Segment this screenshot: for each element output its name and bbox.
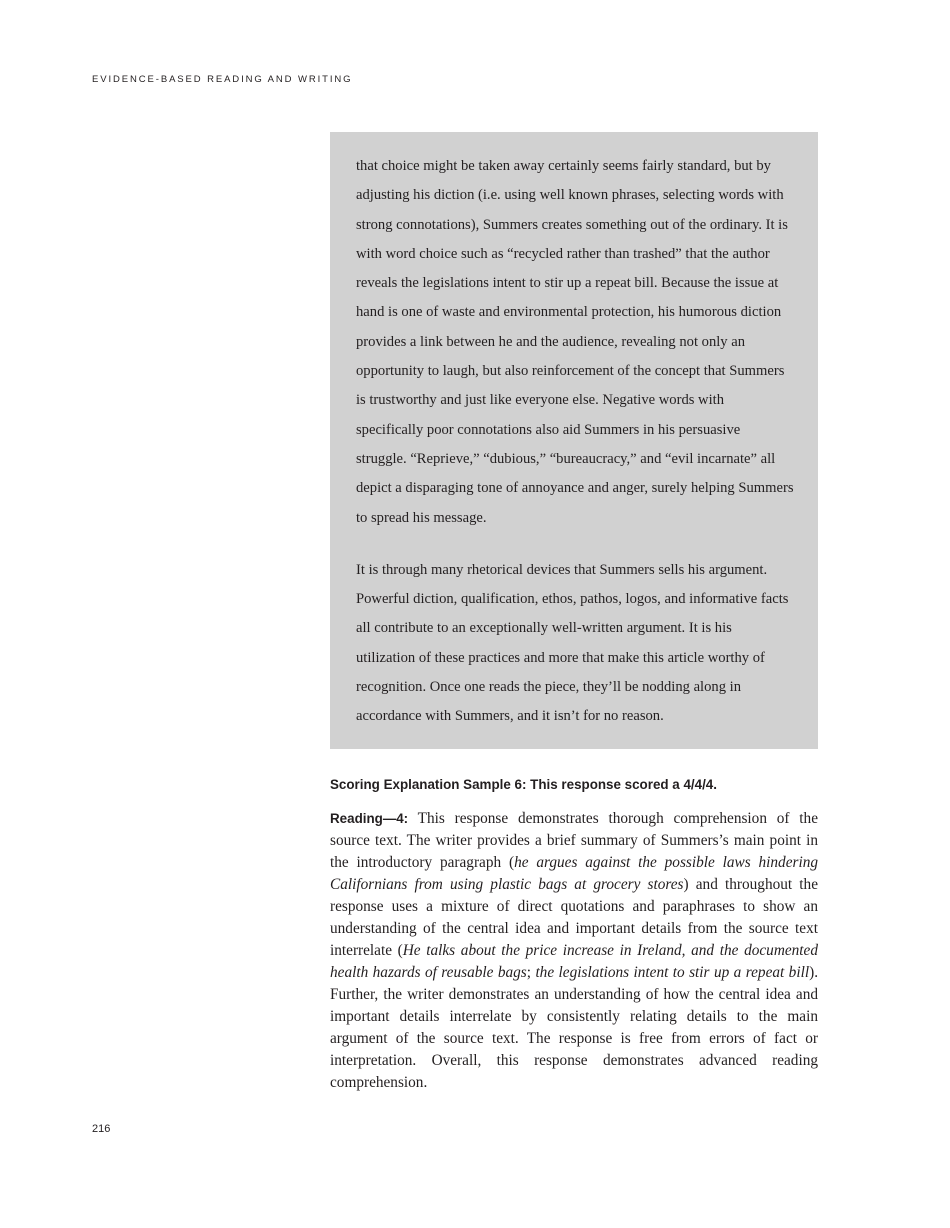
student-essay-excerpt <box>330 132 818 749</box>
reading-score-label: Reading—4: <box>330 811 409 826</box>
explanation-text: ). Further, the writer demonstrates an understanding of how the central idea and important details interrelate by consistently relating details to the main argument of the source text. The response is free from errors of fact or interpretation. Overall, this response demonstrates advanced reading comprehension. <box>330 964 819 1091</box>
page-number: 216 <box>92 1123 111 1135</box>
essay-paragraph: that choice might be taken away certainly seems fairly standard, but by adjusting his diction (i.e. using well known phrases, selecting words with strong connotations), Summers creates something out of the ordinary. It is with word choice such as “recycled rather than trashed” that the author reveals the legislations intent to stir up a repeat bill. Because the issue at hand is one of waste and environmental protection, his humorous diction provides a link between he and the audience, revealing not only an opportunity to laugh, but also reinforcement of the concept that Summers is trustworthy and just like everyone else. Negative words with specifically poor connotations also aid Summers in his persuasive struggle. “Reprieve,” “dubious,” “bureaucracy,” and “evil incarnate” all depict a disparaging tone of annoyance and anger, surely helping Summers to spread his message. <box>356 158 794 526</box>
explanation-quote: He talks about the price increase in Ireland, and the documented health hazards of reusable bags <box>330 942 818 981</box>
scoring-explanation-title: Scoring Explanation Sample 6: This response scored a 4/4/4. <box>330 777 717 792</box>
running-header: EVIDENCE-BASED READING AND WRITING <box>92 74 353 85</box>
essay-paragraph: It is through many rhetorical devices that Summers sells his argument. Powerful diction, qualification, ethos, pathos, logos, and informative facts all contribute to an exceptionally well-written argument. It is his utilization of these practices and more that make this article worthy of recognition. Once one reads the piece, they’ll be nodding along in accordance with Summers, and it isn’t for no reason. <box>356 561 789 725</box>
explanation-text: ; <box>526 964 536 981</box>
reading-score-explanation <box>330 808 818 1094</box>
explanation-quote: the legislations intent to stir up a repeat bill <box>535 964 810 981</box>
explanation-quote: he argues against the possible laws hindering Californians from using plastic bags at grocery stores <box>330 854 818 893</box>
explanation-text: ) and throughout the response uses a mixture of direct quotations and paraphrases to show an understanding of the central idea and important details from the source text interrelate ( <box>330 876 818 959</box>
explanation-text: This response demonstrates thorough comprehension of the source text. The writer provides a brief summary of Summers’s main point in the introductory paragraph ( <box>330 810 818 871</box>
